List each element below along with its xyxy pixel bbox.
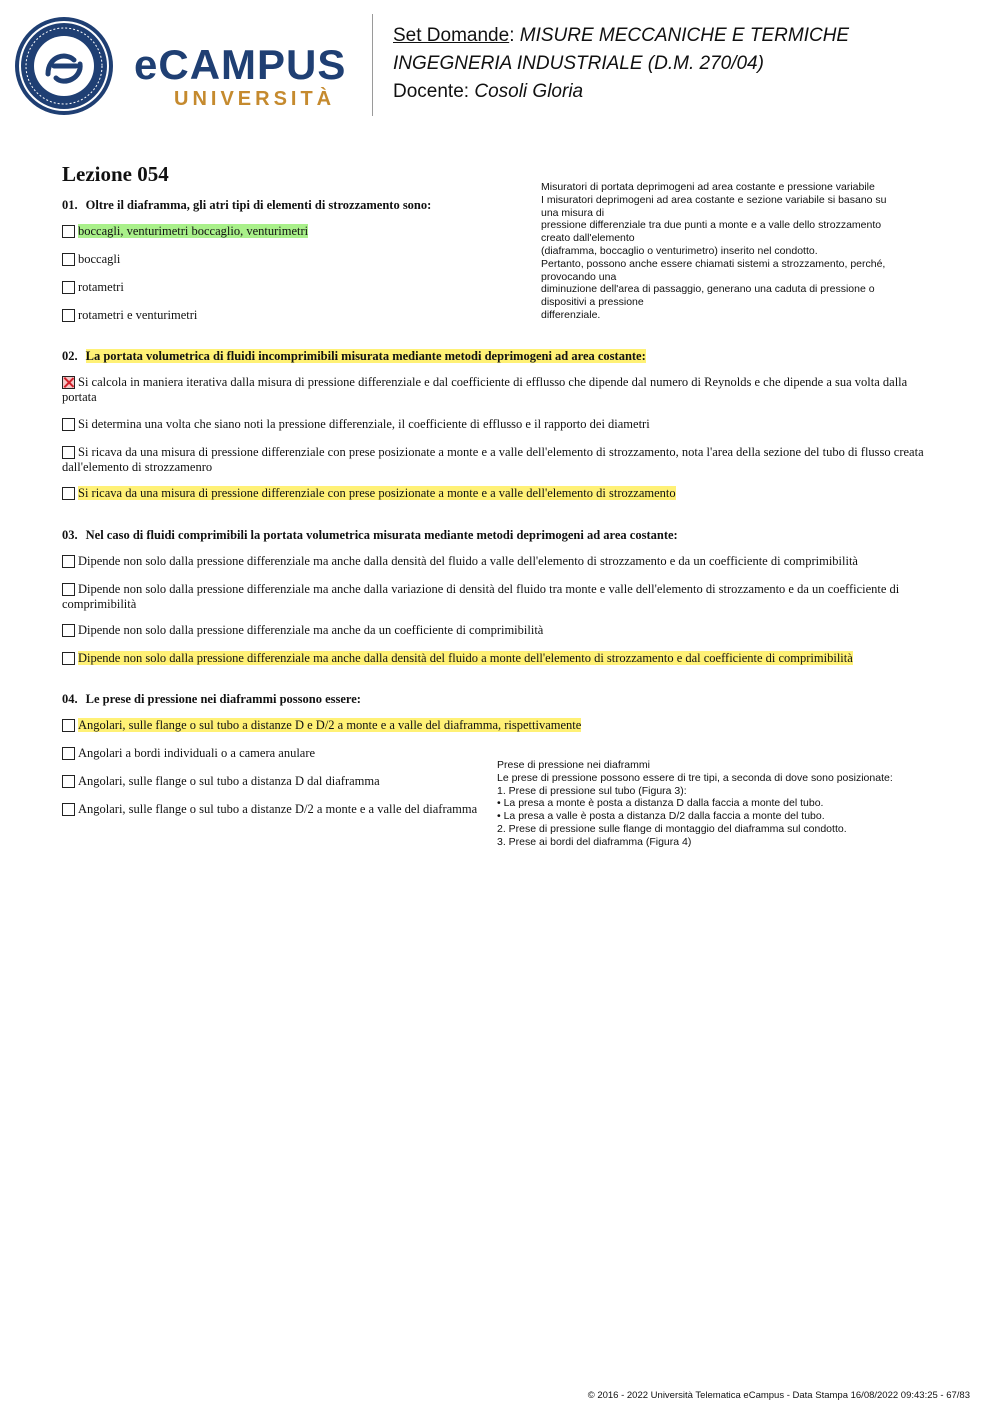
ecampus-logo (14, 16, 359, 116)
answer-text: Si ricava da una misura di pressione differenziale con prese posizionate a monte e a valle dell'elemento di strozzamento, nota l'area della sezione del tubo di flusso creata dall'elemento di strozzamenro (62, 445, 924, 474)
course-header (393, 22, 983, 106)
answer-text: Angolari, sulle flange o sul tubo a distanze D e D/2 a monte e a valle del diaframma, rispettivamente (78, 718, 582, 732)
answer-text: Si calcola in maniera iterativa dalla misura di pressione differenziale e dal coefficiente di efflusso che dipende dal numero di Reynolds e che dipende a sua volta dalla portata (62, 375, 908, 404)
answer-checkbox[interactable] (62, 418, 75, 431)
note-line: 3. Prese ai bordi del diaframma (Figura 4) (497, 835, 692, 848)
answer-text: Angolari a bordi individuali o a camera anulare (78, 746, 316, 760)
note-line: pressione differenziale tra due punti a monte e a valle dello strozzamento (541, 219, 882, 232)
answer-text: Angolari, sulle flange o sul tubo a distanza D dal diaframma (78, 774, 380, 788)
note-line: I misuratori deprimogeni ad area costante e sezione variabile si basano su (541, 193, 887, 206)
answer-option (62, 623, 932, 638)
question-number: 02. (62, 349, 78, 363)
question-02 (62, 349, 646, 364)
answer-option (62, 280, 124, 295)
answer-option (62, 746, 315, 761)
question-04 (62, 692, 361, 707)
answer-option (62, 252, 120, 267)
question-number: 04. (62, 692, 78, 706)
answer-option (62, 651, 942, 666)
question-number: 01. (62, 198, 78, 212)
header-divider (372, 14, 373, 116)
answer-text: Si determina una volta che siano noti la pressione differenziale, il coefficiente di efflusso e il rapporto dei diametri (78, 417, 650, 431)
note-line: dispositivi a pressione (541, 296, 644, 309)
answer-checkbox[interactable] (62, 624, 75, 637)
question-01 (62, 198, 431, 213)
answer-checkbox[interactable] (62, 803, 75, 816)
answer-option (62, 802, 477, 817)
question-text: Nel caso di fluidi comprimibili la portata volumetrica misurata mediante metodi deprimogeni ad area costante: (85, 528, 678, 542)
answer-checkbox[interactable] (62, 253, 75, 266)
answer-text: boccagli (78, 252, 121, 266)
answer-text: Si ricava da una misura di pressione differenziale con prese posizionate a monte e a valle dell'elemento di strozzamento (78, 486, 676, 500)
lesson-title: Lezione 054 (62, 162, 169, 186)
answer-option (62, 554, 932, 569)
note-line: (diaframma, boccaglio o venturimetro) inserito nel condotto. (541, 244, 818, 257)
course-degree: INGEGNERIA INDUSTRIALE (D.M. 270/04) (393, 53, 764, 74)
explanation-note-01 (541, 181, 887, 322)
answer-option (62, 718, 581, 733)
question-text: Oltre il diaframma, gli atri tipi di elementi di strozzamento sono: (85, 198, 432, 212)
answer-checkbox[interactable] (62, 747, 75, 760)
answer-option (62, 445, 932, 475)
question-03 (62, 528, 678, 543)
answer-text: rotametri e venturimetri (78, 308, 198, 322)
note-line: Le prese di pressione possono essere di tre tipi, a seconda di dove sono posizionate: (497, 771, 893, 784)
answer-checkbox-checked[interactable] (62, 376, 75, 389)
note-line: diminuzione dell'area di passaggio, generano una caduta di pressione o (541, 283, 875, 296)
answer-option (62, 486, 932, 501)
answer-text: rotametri (78, 280, 124, 294)
answer-checkbox[interactable] (62, 719, 75, 732)
note-line: differenziale. (541, 308, 601, 321)
note-line: Misuratori di portata deprimogeni ad area costante e pressione variabile (541, 181, 875, 193)
note-line: 1. Prese di pressione sul tubo (Figura 3): (497, 784, 687, 797)
answer-checkbox[interactable] (62, 225, 75, 238)
course-line-1: Set Domande: MISURE MECCANICHE E TERMICHE (393, 25, 850, 46)
note-line: Pertanto, possono anche essere chiamati sistemi a strozzamento, perché, (541, 257, 886, 270)
note-line: provocando una (541, 270, 617, 283)
logo-wordmark: eCAMPUS (134, 41, 347, 88)
page-footer: © 2016 - 2022 Università Telematica eCampus - Data Stampa 16/08/2022 09:43:25 - 67/83 (587, 1390, 970, 1401)
answer-option (62, 774, 380, 789)
note-line: • La presa a valle è posta a distanza D/2 dalla faccia a monte del tubo. (497, 810, 825, 823)
teacher-line: Docente: Cosoli Gloria (393, 81, 584, 102)
question-text: La portata volumetrica di fluidi incomprimibili misurata mediante metodi deprimogeni ad area costante: (85, 349, 646, 363)
note-line: una misura di (541, 206, 605, 219)
answer-text: Dipende non solo dalla pressione differenziale ma anche da un coefficiente di comprimibilità (78, 623, 544, 637)
ecampus-seal-icon (14, 16, 114, 116)
answer-text: Dipende non solo dalla pressione differenziale ma anche dalla densità del fluido a monte dell'elemento di strozzamento e dal coefficiente di comprimibilità (78, 651, 853, 665)
answer-checkbox[interactable] (62, 555, 75, 568)
answer-text: Dipende non solo dalla pressione differenziale ma anche dalla variazione di densità del fluido tra monte e valle dell'elemento di strozzamento e da un coefficiente di comprimibilità (62, 582, 900, 611)
teacher-name: Cosoli Gloria (474, 81, 584, 102)
answer-checkbox[interactable] (62, 446, 75, 459)
answer-text: boccagli, venturimetri boccaglio, venturimetri (78, 224, 309, 238)
teacher-label: Docente (393, 81, 464, 102)
answer-option (62, 582, 932, 612)
answer-option (62, 417, 932, 432)
question-text: Le prese di pressione nei diaframmi possono essere: (85, 692, 361, 706)
answer-option (62, 308, 197, 323)
note-line: creato dall'elemento (541, 232, 635, 245)
set-label: Set Domande (393, 25, 510, 46)
note-line: 2. Prese di pressione sulle flange di montaggio del diaframma sul condotto. (497, 822, 847, 835)
course-line-2 (393, 50, 983, 78)
logo-subtitle: UNIVERSITÀ (174, 88, 336, 110)
note-line: Prese di pressione nei diaframmi (497, 759, 650, 771)
answer-checkbox[interactable] (62, 775, 75, 788)
answer-text: Angolari, sulle flange o sul tubo a distanze D/2 a monte e a valle del diaframma (78, 802, 478, 816)
answer-text: Dipende non solo dalla pressione differenziale ma anche dalla densità del fluido a valle dell'elemento di strozzamento e da un coefficiente di comprimibilità (78, 554, 858, 568)
answer-checkbox[interactable] (62, 281, 75, 294)
answer-checkbox[interactable] (62, 309, 75, 322)
explanation-note-04 (497, 759, 893, 849)
answer-checkbox[interactable] (62, 487, 75, 500)
question-number: 03. (62, 528, 78, 542)
course-name: MISURE MECCANICHE E TERMICHE (519, 25, 850, 46)
note-line: • La presa a monte è posta a distanza D dalla faccia a monte del tubo. (497, 797, 824, 810)
answer-checkbox[interactable] (62, 583, 75, 596)
answer-option (62, 375, 932, 405)
answer-checkbox[interactable] (62, 652, 75, 665)
answer-option (62, 224, 308, 239)
